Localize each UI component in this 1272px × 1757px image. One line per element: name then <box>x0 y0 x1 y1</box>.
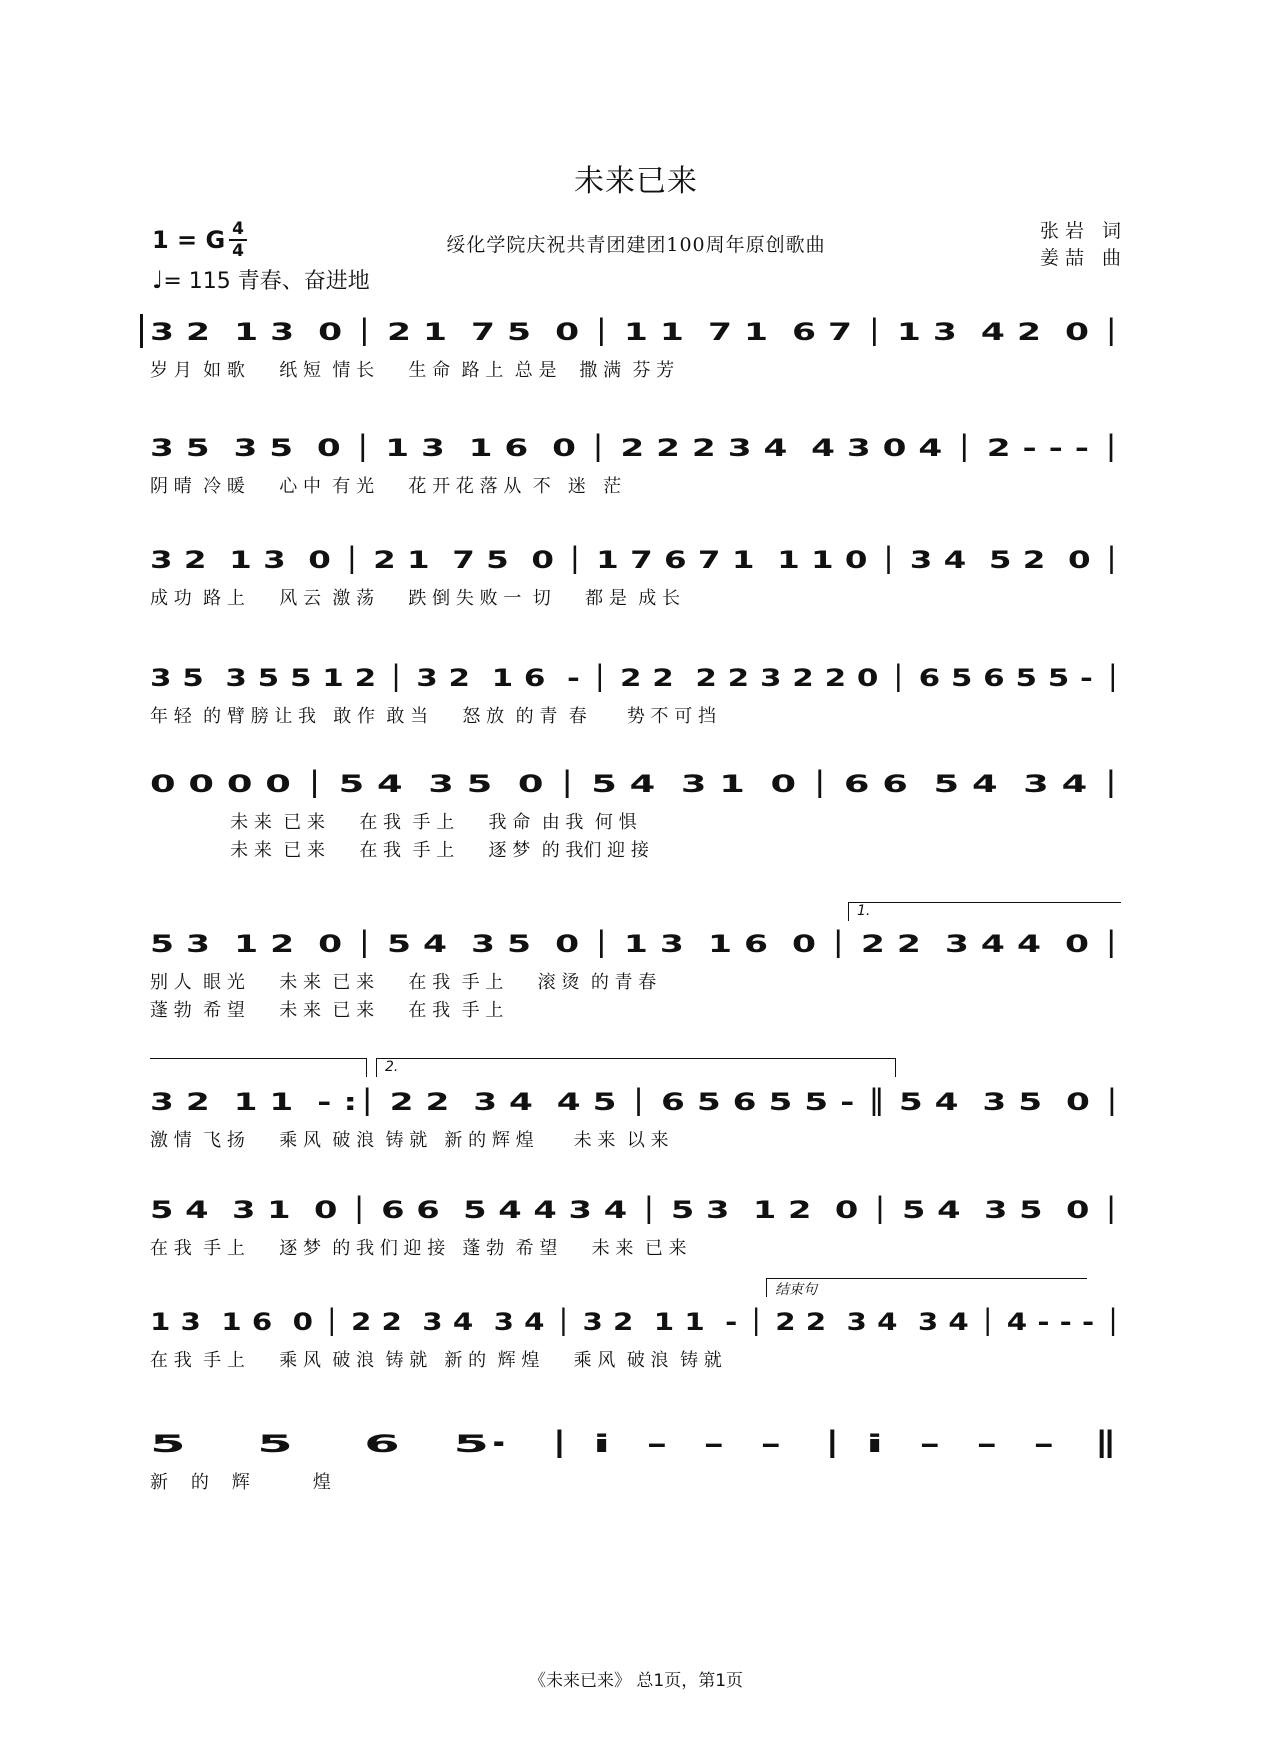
lyric-row: 新 的 辉 煌 <box>150 1472 331 1493</box>
notation-row: 1 3 1 6 0 │ 2 2 3 4 3 4 │ 3 2 1 1 - │ 2 2 3 4 3 4 │ 4 - - - │ <box>150 1308 1122 1336</box>
key-signature: 1 = G <box>152 226 226 254</box>
score-line <box>150 434 1122 498</box>
score-line <box>150 930 1122 1021</box>
lyric-row: 未 来 已 来 在 我 手 上 我 命 由 我 何 惧 <box>150 812 637 833</box>
score-line <box>150 664 1122 728</box>
page-footer: 《未来已来》 总1页，第1页 <box>528 1671 744 1691</box>
lyric-row: 未 来 已 来 在 我 手 上 逐 梦 的 我们 迎 接 <box>150 840 649 861</box>
volta-second-label: 2. <box>385 1059 399 1075</box>
tempo-text: = 115 青春、奋进地 <box>163 269 370 294</box>
score-line <box>150 770 1123 861</box>
volta-first-ending <box>848 902 1121 921</box>
volta-coda <box>766 1278 1087 1297</box>
lyric-row: 年 轻 的 臂 膀 让 我 敢 作 敢 当 怒 放 的 青 春 势 不 可 挡 <box>150 706 716 727</box>
lyric-row: 岁 月 如 歌 纸 短 情 长 生 命 路 上 总 是 撒 满 芬 芳 <box>150 360 675 381</box>
volta-first-ending-continued <box>150 1058 367 1077</box>
score-line <box>150 1430 1122 1494</box>
notation-row: 3 2 1 3 0 │ 2 1 7 5 0 │ 1 1 7 1 6 7 │ 1 3 4 2 0 │ <box>150 318 1122 346</box>
page-title: 未来已来 <box>574 164 698 199</box>
notation-row: 3 5 3 5 5 1 2 │ 3 2 1 6 - │ 2 2 2 2 3 2 2 0 │ 6 5 6 5 5 - │ <box>150 664 1123 692</box>
quarter-note-icon: ♩ <box>152 266 164 294</box>
time-signature-top: 4 <box>232 219 244 239</box>
score-line <box>150 1308 1122 1372</box>
lyric-row: 成 功 路 上 风 云 激 荡 跌 倒 失 败 一 切 都 是 成 长 <box>150 588 680 609</box>
repeat-start-sign <box>140 314 147 348</box>
lyric-row: 在 我 手 上 逐 梦 的 我 们 迎 接 蓬 勃 希 望 未 来 已 来 <box>150 1238 687 1259</box>
notation-row: 5 4 3 1 0 │ 6 6 5 4 4 3 4 │ 5 3 1 2 0 │ 5 4 3 5 0 │ <box>150 1196 1122 1224</box>
notation-row: 5 5 6 5· │ i - - - │ i - - - ║ <box>150 1430 1121 1458</box>
lyric-row: 在 我 手 上 乘 风 破 浪 铸 就 新 的 辉 煌 乘 风 破 浪 铸 就 <box>150 1350 722 1371</box>
notation-row: 3 2 1 3 0 │ 2 1 7 5 0 │ 1 7 6 7 1 1 1 0 │ 3 4 5 2 0 │ <box>150 546 1122 574</box>
composer-credit: 姜喆 曲 <box>1040 247 1128 269</box>
notation-row: 5 3 1 2 0 │ 5 4 3 5 0 │ 1 3 1 6 0 │ 2 2 3 4 4 0 │ <box>150 930 1122 958</box>
notation-row: 3 2 1 1 - :│ 2 2 3 4 4 5 │ 6 5 6 5 5 - ║ 5 4 3 5 0 │ <box>150 1088 1123 1116</box>
lyric-row: 别 人 眼 光 未 来 已 来 在 我 手 上 滚 烫 的 青 春 <box>150 972 657 993</box>
lyric-row: 阴 晴 冷 暖 心 中 有 光 花 开 花 落 从 不 迷 茫 <box>150 476 622 497</box>
lyric-row: 激 情 飞 扬 乘 风 破 浪 铸 就 新 的 辉 煌 未 来 以 来 <box>150 1130 669 1151</box>
tempo-marking <box>152 264 370 295</box>
subtitle: 绥化学院庆祝共青团建团100周年原创歌曲 <box>446 234 826 256</box>
volta-first-label: 1. <box>857 903 871 919</box>
lyric-row: 蓬 勃 希 望 未 来 已 来 在 我 手 上 <box>150 1000 504 1021</box>
time-signature-bottom: 4 <box>232 241 244 261</box>
volta-second-ending <box>376 1058 896 1077</box>
score-line <box>150 1196 1122 1260</box>
score-line <box>150 546 1122 610</box>
score-line <box>150 1088 1122 1152</box>
notation-row: 0 0 0 0 │ 5 4 3 5 0 │ 5 4 3 1 0 │ 6 6 5 4 3 4 │ <box>150 770 1123 798</box>
notation-row: 3 5 3 5 0 │ 1 3 1 6 0 │ 2 2 2 3 4 4 3 0 4 │ 2 - - - │ <box>150 434 1122 462</box>
lyricist-credit: 张岩 词 <box>1040 220 1128 242</box>
coda-label: 结束句 <box>775 1282 817 1298</box>
score-line <box>150 318 1122 382</box>
